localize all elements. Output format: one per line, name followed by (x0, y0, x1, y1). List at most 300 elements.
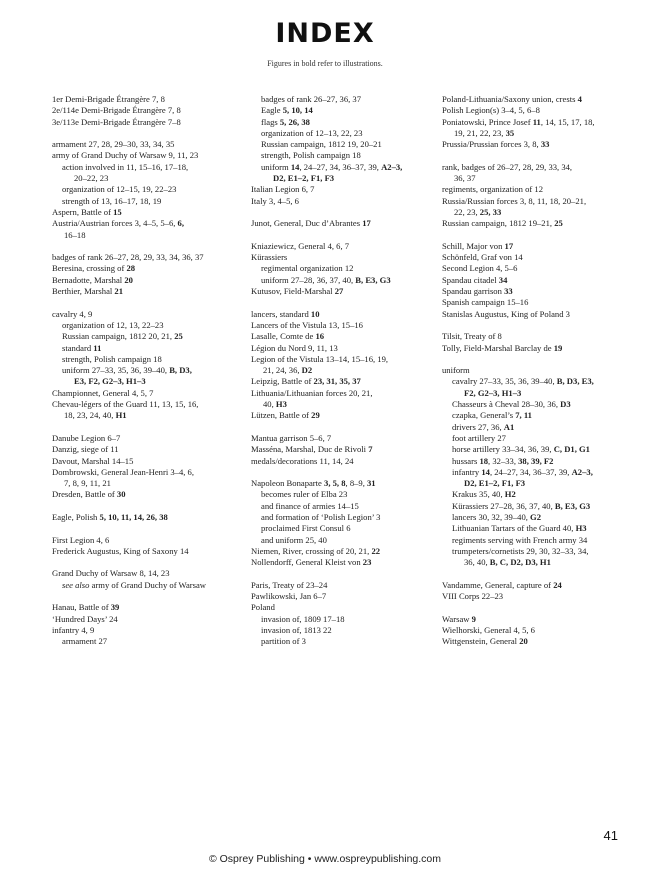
entry-text: Krakus 35, 40, (452, 489, 505, 500)
index-subentry (442, 489, 628, 500)
entry-text: organization of 12, 13, 22–23 (62, 319, 164, 330)
entry-text: Stanislas Augustus, King of Poland 3 (442, 308, 570, 319)
index-entry (251, 184, 437, 195)
entry-text: Poniatowski, Prince Josef (442, 116, 533, 127)
entry-text: 1er Demi-Brigade Étrangère 7, 8 (52, 94, 165, 104)
entry-text: trumpeters/cornetists 29, 30, 32–33, 34, (452, 545, 589, 556)
index-subentry (251, 512, 437, 523)
entry-text: strength of 13, 16–17, 18, 19 (62, 195, 162, 206)
figure-reference: D2, E1–2, F1, F3 (273, 173, 335, 184)
figure-reference: 11 (93, 342, 102, 353)
figure-reference: 17 (362, 218, 371, 229)
index-entry (52, 263, 238, 274)
section-gap (52, 422, 238, 433)
entry-text: , 8–9, (345, 478, 367, 489)
index-subentry (251, 636, 437, 647)
entry-text: invasion of, 1813 22 (261, 624, 332, 635)
entry-text: Danzig, siege of 11 (52, 444, 119, 455)
entry-text: , 14, 15, 17, 18, (540, 116, 595, 127)
entry-text: Spandau garrison (442, 286, 505, 297)
index-subentry (442, 467, 628, 478)
entry-text: 3e/113e Demi-Brigade Étrangère 7–8 (52, 116, 181, 127)
figure-reference: 14 (290, 161, 300, 172)
index-entry (251, 591, 437, 602)
index-entry (442, 625, 628, 636)
section-gap (442, 354, 628, 365)
entry-text: ‘Hundred Days’ 24 (52, 613, 118, 624)
index-subentry (442, 535, 628, 546)
index-subentry (251, 275, 437, 286)
index-entry-continuation (251, 365, 437, 376)
entry-text: and finance of armies 14–15 (261, 500, 359, 511)
section-gap (52, 297, 238, 308)
index-subentry (251, 523, 437, 534)
figure-reference: 33 (540, 139, 550, 150)
figure-reference: 23 (362, 557, 372, 568)
figure-reference: H1 (115, 410, 127, 421)
section-gap (251, 568, 437, 579)
index-entry-continuation (442, 173, 628, 184)
index-entry (442, 297, 628, 308)
figure-reference: 14 (481, 466, 490, 477)
index-entry (52, 625, 238, 636)
entry-text: 36, 37 (454, 173, 476, 184)
entry-text: lancers 30, 32, 39–40, (452, 511, 531, 522)
index-subentry (251, 105, 437, 116)
index-entry-continuation (442, 128, 628, 139)
index-entry (251, 343, 437, 354)
figure-reference: 34 (498, 274, 508, 285)
index-note: Figures in bold refer to illustrations. (267, 59, 383, 68)
figure-reference: E3, F2, G2–3, H1–3 (74, 376, 146, 387)
page-title: INDEX (275, 18, 375, 49)
entry-text: Danube Legion 6–7 (52, 432, 121, 443)
entry-text: 2e/114e Demi-Brigade Étrangère 7, 8 (52, 105, 181, 116)
index-subentry (442, 456, 628, 467)
figure-reference: 5, 10, 11, 14, 26, 38 (99, 511, 168, 522)
entry-text: Nollendorff, General Kleist von (251, 557, 363, 568)
entry-text: Hanau, Battle of (52, 602, 111, 613)
footer-credit: © Osprey Publishing • www.ospreypublishing.com (208, 853, 441, 865)
index-entry (52, 139, 238, 150)
index-entry (442, 580, 628, 591)
figure-reference: H3 (275, 399, 287, 410)
entry-text: , 32–33, (488, 455, 519, 466)
entry-text: Vandamme, General, capture of (442, 579, 554, 590)
entry-text: flags (261, 116, 280, 127)
entry-text: Davout, Marshal 14–15 (52, 455, 134, 466)
index-entry (52, 568, 238, 579)
index-entry (52, 275, 238, 286)
figure-reference: 3, 5, 8 (324, 478, 346, 489)
entry-text: Napoleon Bonaparte (251, 478, 325, 489)
section-gap (251, 467, 437, 478)
entry-text: army of Grand Duchy of Warsaw 9, 11, 23 (52, 150, 199, 161)
section-gap (251, 207, 437, 218)
section-gap (251, 230, 437, 241)
entry-text: action involved in 11, 15–16, 17–18, (62, 161, 189, 172)
index-subentry (251, 128, 437, 139)
entry-text: 21, 24, 36, (263, 365, 302, 376)
index-subentry (442, 433, 628, 444)
figure-reference: 38, 39, F2 (518, 455, 554, 466)
index-entry (52, 399, 238, 410)
index-entry (251, 218, 437, 229)
entry-text: drivers 27, 36, (452, 421, 504, 432)
index-subentry (251, 263, 437, 274)
entry-text: Paris, Treaty of 23–24 (251, 579, 328, 590)
entry-text: Mantua garrison 5–6, 7 (251, 432, 332, 443)
entry-text: , 24–27, 34, 36–37, 39, (299, 161, 382, 172)
index-entry (251, 444, 437, 455)
entry-text: Légion du Nord 9, 11, 13 (251, 342, 338, 353)
index-entry (442, 331, 628, 342)
index-entry-continuation (251, 399, 437, 410)
index-subentry (442, 444, 628, 455)
figure-reference: 23, 31, 35, 37 (313, 376, 361, 387)
entry-text: foot artillery 27 (452, 432, 506, 443)
index-entry (251, 580, 437, 591)
entry-text: strength, Polish campaign 18 (261, 150, 361, 161)
entry-text: Austria/Austrian forces 3, 4–5, 5–6, (52, 218, 178, 229)
entry-text: VIII Corps 22–23 (442, 591, 504, 602)
index-subentry (442, 512, 628, 523)
entry-text: horse artillery 33–34, 36, 39, (452, 444, 554, 455)
entry-text: , 24–27, 34, 36–37, 39, (489, 466, 572, 477)
index-entry (52, 444, 238, 455)
entry-text: organization of 12–15, 19, 22–23 (62, 184, 177, 195)
section-gap (52, 128, 238, 139)
entry-text: Prussia/Prussian forces 3, 8, (442, 139, 541, 150)
entry-text: Kniaziewicz, General 4, 6, 7 (251, 240, 350, 251)
entry-text: Frederick Augustus, King of Saxony 14 (52, 545, 189, 556)
entry-text: Aspern, Battle of (52, 206, 114, 217)
entry-text: and uniform 25, 40 (261, 534, 327, 545)
index-subentry (251, 162, 437, 173)
entry-text: invasion of, 1809 17–18 (261, 613, 345, 624)
figure-reference: 17 (504, 240, 514, 251)
index-entry (251, 433, 437, 444)
entry-text: army of Grand Duchy of Warsaw (89, 579, 207, 590)
figure-reference: H3 (575, 523, 587, 534)
section-gap (52, 591, 238, 602)
entry-text: Lasalle, Comte de (251, 331, 316, 342)
index-entry (442, 275, 628, 286)
entry-text: 40, (263, 399, 276, 410)
index-entry (52, 309, 238, 320)
entry-text: uniform 27–28, 36, 37, 40, (261, 274, 356, 285)
index-entry-continuation (52, 173, 238, 184)
entry-text: and formation of ‘Polish Legion’ 3 (261, 511, 381, 522)
index-entry (52, 388, 238, 399)
entry-text: Schönfeld, Graf von 14 (442, 252, 523, 263)
entry-text: Masséna, Marshal, Duc de Rivoli (251, 444, 369, 455)
index-entry (52, 117, 238, 128)
index-entry (251, 602, 437, 613)
index-entry (442, 343, 628, 354)
entry-text: Dresden, Battle of (52, 489, 117, 500)
entry-text: Russian campaign, 1812 19–21, (442, 218, 555, 229)
index-entry (442, 241, 628, 252)
figure-reference: 22 (371, 545, 381, 556)
section-gap (442, 230, 628, 241)
entry-text: uniform (442, 365, 470, 376)
index-entry (52, 467, 238, 478)
entry-text: Eagle, Polish (52, 511, 100, 522)
figure-reference: 33 (504, 286, 513, 297)
entry-text: Italy 3, 4–5, 6 (251, 195, 299, 206)
index-subentry (442, 422, 628, 433)
figure-reference: 20 (519, 636, 528, 647)
entry-text: Second Legion 4, 5–6 (442, 263, 518, 274)
index-subentry (52, 162, 238, 173)
section-gap (52, 557, 238, 568)
index-subentry (251, 501, 437, 512)
entry-text: 20–22, 23 (74, 173, 109, 184)
figure-reference: 5, 10, 14 (282, 105, 313, 116)
figure-reference: B, C, D2, D3, H1 (489, 557, 551, 568)
entry-text: standard (62, 342, 94, 353)
entry-text: Eagle (261, 105, 283, 116)
index-entry (52, 546, 238, 557)
entry-text: infantry 4, 9 (52, 624, 95, 635)
index-subentry (52, 354, 238, 365)
section-gap (442, 320, 628, 331)
entry-text: Niemen, River, crossing of 20, 21, (251, 545, 372, 556)
figure-reference: 35 (505, 127, 515, 138)
entry-text: Lithuanian Tartars of the Guard 40, (452, 523, 576, 534)
figure-reference: 20 (124, 274, 133, 285)
index-entry-continuation (52, 376, 238, 387)
figure-reference: G2 (530, 511, 542, 522)
figure-reference: D2, E1–2, F1, F3 (464, 478, 526, 489)
entry-text: Kutusov, Field-Marshal (251, 286, 335, 297)
entry-text: czapka, General’s (452, 410, 516, 421)
index-subentry (52, 320, 238, 331)
section-gap (52, 501, 238, 512)
entry-text: Kürassiers 27–28, 36, 37, 40, (452, 500, 555, 511)
figure-reference: 7 (368, 444, 373, 455)
figure-reference: B, D3, (169, 365, 192, 376)
section-gap (52, 523, 238, 534)
index-entry (52, 535, 238, 546)
entry-text: Bernadotte, Marshal (52, 274, 125, 285)
index-entry-continuation (52, 478, 238, 489)
entry-text: Warsaw (442, 613, 472, 624)
entry-text: armament 27 (62, 636, 108, 647)
index-entry (251, 286, 437, 297)
index-entry-continuation (442, 388, 628, 399)
index-entry-continuation (52, 410, 238, 421)
index-subentry (251, 150, 437, 161)
entry-text: uniform 27–33, 35, 36, 39–40, (62, 365, 170, 376)
index-subentry (442, 501, 628, 512)
figure-reference: H2 (504, 489, 516, 500)
entry-text: Legion of the Vistula 13–14, 15–16, 19, (251, 353, 389, 364)
entry-text: armament 27, 28, 29–30, 33, 34, 35 (52, 139, 175, 150)
index-subentry (52, 196, 238, 207)
entry-text: Junot, General, Duc d’Abrantes (251, 218, 363, 229)
index-subentry (251, 489, 437, 500)
entry-text: 18, 23, 24, 40, (64, 410, 116, 421)
index-entry (251, 410, 437, 421)
index-entry (251, 376, 437, 387)
index-entry-continuation (251, 173, 437, 184)
figure-reference: 7, 11 (515, 410, 532, 421)
index-entry (52, 286, 238, 297)
index-entry (442, 309, 628, 320)
index-entry (251, 252, 437, 263)
figure-reference: 31 (367, 478, 376, 489)
figure-reference: 25, 33 (479, 206, 502, 217)
index-column-1 (52, 94, 238, 648)
entry-text: proclaimed First Consul 6 (261, 523, 351, 534)
index-entry (442, 263, 628, 274)
index-entry (251, 546, 437, 557)
figure-reference: A2–3, (381, 161, 403, 172)
figure-reference: 24 (553, 579, 562, 590)
index-entry (52, 433, 238, 444)
index-subentry (52, 343, 238, 354)
figure-reference: 25 (554, 218, 563, 229)
figure-reference: 16 (315, 331, 325, 342)
index-entry (251, 331, 437, 342)
entry-text: infantry (452, 466, 482, 477)
entry-text: partition of 3 (261, 636, 306, 647)
index-column-2 (251, 94, 437, 648)
index-entry (52, 150, 238, 161)
index-entry (442, 94, 628, 105)
entry-text: medals/decorations 11, 14, 24 (251, 455, 354, 466)
figure-reference: A2–3, (571, 466, 593, 477)
entry-text: Poland-Lithuania/Saxony union, crests (442, 94, 578, 104)
entry-text: 19, 21, 22, 23, (454, 127, 506, 138)
cross-reference: see also (62, 579, 90, 590)
entry-text: Spanish campaign 15–16 (442, 297, 529, 308)
index-entry (442, 162, 628, 173)
index-entry (442, 591, 628, 602)
entry-text: Grand Duchy of Warsaw 8, 14, 23 (52, 568, 170, 579)
figure-reference: 5, 26, 38 (279, 116, 310, 127)
index-subentry (52, 365, 238, 376)
figure-reference: 19 (553, 342, 563, 353)
entry-text: Chevau-légers of the Guard 11, 13, 15, 16, (52, 399, 199, 410)
index-subentry (442, 399, 628, 410)
entry-text: lancers, standard (251, 308, 311, 319)
index-entry (442, 184, 628, 195)
entry-text: First Legion 4, 6 (52, 534, 110, 545)
index-entry (52, 207, 238, 218)
index-entry (52, 489, 238, 500)
entry-text: organization of 12–13, 22, 23 (261, 127, 363, 138)
index-entry (52, 614, 238, 625)
entry-text: hussars (452, 455, 480, 466)
entry-text: badges of rank 26–27, 28, 29, 33, 34, 36, 37 (52, 252, 204, 263)
entry-text: cavalry 4, 9 (52, 308, 93, 319)
figure-reference: 39 (110, 602, 120, 613)
entry-text: Dombrowski, General Jean-Henri 3–4, 6, (52, 466, 194, 477)
figure-reference: D2 (301, 365, 313, 376)
index-entry-continuation (442, 207, 628, 218)
index-subentry (251, 625, 437, 636)
index-entry (442, 196, 628, 207)
index-entry (251, 354, 437, 365)
index-subentry (52, 331, 238, 342)
index-entry-continuation (442, 557, 628, 568)
index-entry (52, 105, 238, 116)
index-subentry (442, 546, 628, 557)
entry-text: becomes ruler of Elba 23 (261, 489, 348, 500)
index-subentry (251, 614, 437, 625)
section-gap (442, 602, 628, 613)
entry-text: Italian Legion 6, 7 (251, 184, 315, 195)
entry-text: Russia/Russian forces 3, 8, 11, 18, 20–21, (442, 195, 587, 206)
entry-text: cavalry 27–33, 35, 36, 39–40, (452, 376, 557, 387)
index-subentry (251, 139, 437, 150)
index-subentry (251, 535, 437, 546)
entry-text: Poland (251, 602, 275, 613)
entry-text: Kürassiers (251, 252, 288, 263)
index-entry (442, 105, 628, 116)
index-entry (251, 456, 437, 467)
figure-reference: 29 (311, 410, 320, 421)
index-subentry (52, 580, 238, 591)
figure-reference: B, D3, E3, (556, 376, 594, 387)
figure-reference: 4 (577, 94, 582, 104)
index-entry (442, 614, 628, 625)
index-entry-continuation (442, 478, 628, 489)
entry-text: Chasseurs à Cheval 28–30, 36, (452, 399, 561, 410)
entry-text: uniform (261, 161, 291, 172)
entry-text: regiments serving with French army 34 (452, 534, 588, 545)
entry-text: Lithuania/Lithuanian forces 20, 21, (251, 387, 373, 398)
entry-text: Tolly, Field-Marshal Barclay de (442, 342, 554, 353)
figure-reference: 6, (177, 218, 184, 229)
index-subentry (442, 376, 628, 387)
figure-reference: 10 (310, 308, 320, 319)
figure-reference: A1 (503, 421, 515, 432)
figure-reference: 15 (113, 206, 122, 217)
index-entry (442, 252, 628, 263)
index-subentry (442, 523, 628, 534)
section-gap (251, 297, 437, 308)
entry-text: Wielhorski, General 4, 5, 6 (442, 624, 535, 635)
index-entry (251, 388, 437, 399)
index-entry (442, 218, 628, 229)
entry-text: regimental organization 12 (261, 263, 354, 274)
figure-reference: 25 (174, 331, 183, 342)
figure-reference: 27 (334, 286, 344, 297)
section-gap (442, 568, 628, 579)
index-entry (52, 94, 238, 105)
entry-text: 36, 40, (464, 557, 490, 568)
index-entry (52, 252, 238, 263)
index-entry (52, 512, 238, 523)
entry-text: Pawlikowski, Jan 6–7 (251, 591, 327, 602)
index-entry (251, 241, 437, 252)
index-subentry (52, 184, 238, 195)
figure-reference: 28 (126, 263, 136, 274)
entry-text: 16–18 (64, 229, 86, 240)
figure-reference: 30 (116, 489, 126, 500)
figure-reference: 9 (471, 613, 476, 624)
entry-text: Polish Legion(s) 3–4, 5, 6–8 (442, 105, 540, 116)
index-entry (251, 320, 437, 331)
index-entry (251, 309, 437, 320)
entry-text: badges of rank 26–27, 36, 37 (261, 94, 362, 104)
entry-text: regiments, organization of 12 (442, 184, 544, 195)
index-entry (52, 602, 238, 613)
